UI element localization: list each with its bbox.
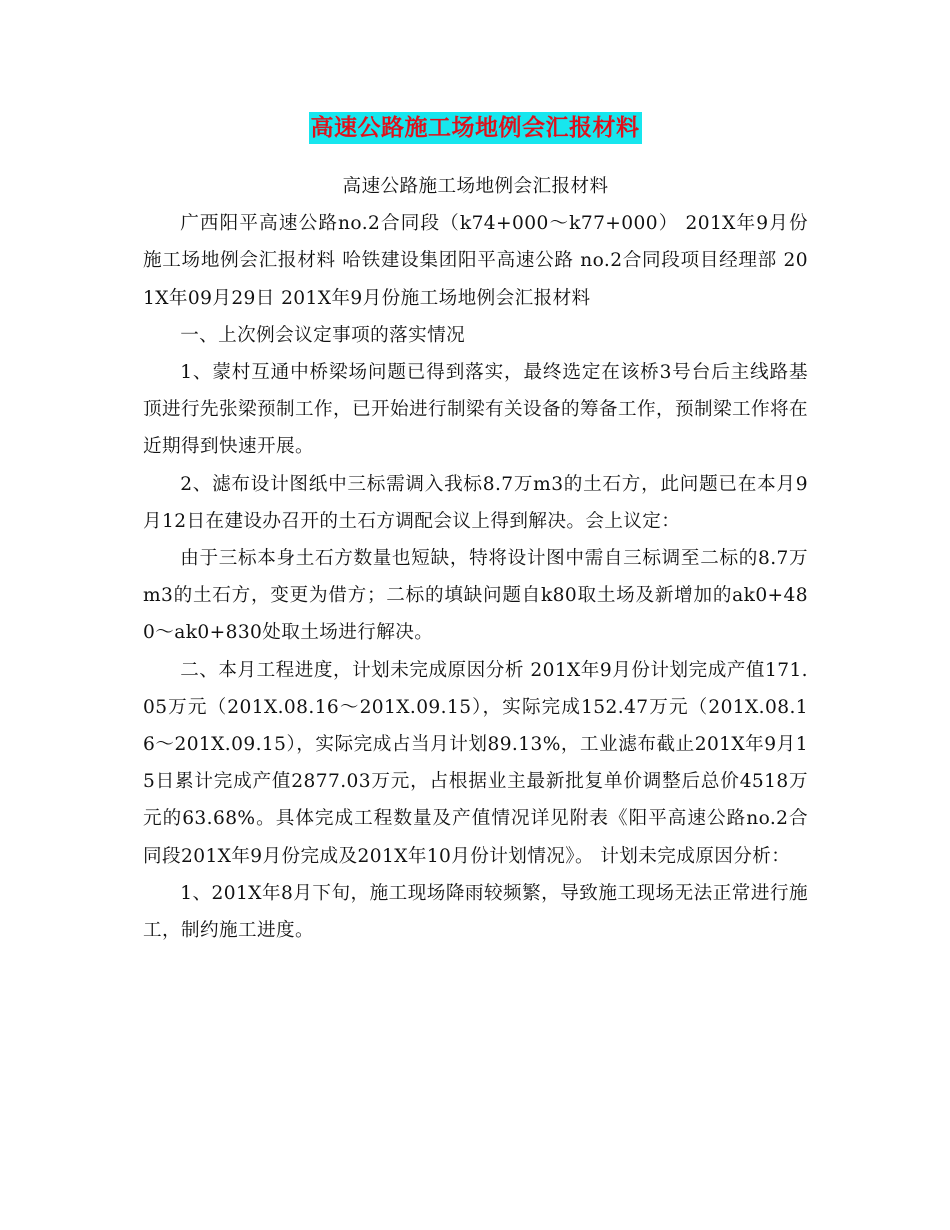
title-container [0, 112, 950, 144]
paragraph-item-2: 2、滤布设计图纸中三标需调入我标8.7万m3的土石方，此问题已在本月9月12日在建设办召开的土石方调配会议上得到解决。会上议定： [143, 473, 808, 532]
document-body [143, 168, 808, 949]
document-title: 高速公路施工场地例会汇报材料 [309, 112, 642, 144]
paragraph-reason-1: 1、201X年8月下旬，施工现场降雨较频繁，导致施工现场无法正常进行施工，制约施工进度。 [143, 882, 808, 942]
paragraph-resolution: 由于三标本身土石方数量也短缺，特将设计图中需自三标调至二标的8.7万m3的土石方，变更为借方；二标的填缺问题自k80取土场及新增加的ak0+480～ak0+830处取土场进行解决。 [143, 548, 808, 644]
paragraph-section-2: 二、本月工程进度，计划未完成原因分析 201X年9月份计划完成产值171.05万元（201X.08.16～201X.09.15），实际完成152.47万元（201X.08.16～201X.09.15），实际完成占当月计划89.13%，工业滤布截止201X年9月15日累计完成产值2877.03万元，占根据业主最新批复单价调整后总价4518万元的63.68%。具体完成工程数量及产值情况详见附表《阳平高速公路no.2合同段201X年9月份完成及201X年10月份计划情况》。 计划未完成原因分析： [143, 659, 808, 867]
paragraph-item-1: 1、蒙村互通中桥梁场问题已得到落实，最终选定在该桥3号台后主线路基顶进行先张梁预制工作，已开始进行制梁有关设备的筹备工作，预制梁工作将在近期得到快速开展。 [143, 362, 808, 458]
document-subtitle: 高速公路施工场地例会汇报材料 [342, 176, 609, 197]
paragraph-intro: 广西阳平高速公路no.2合同段（k74+000～k77+000） 201X年9月份施工场地例会汇报材料 哈铁建设集团阳平高速公路 no.2合同段项目经理部 201X年09月29日 201X年9月份施工场地例会汇报材料 [143, 213, 808, 309]
section-heading-1: 一、上次例会议定事项的落实情况 [180, 324, 466, 346]
